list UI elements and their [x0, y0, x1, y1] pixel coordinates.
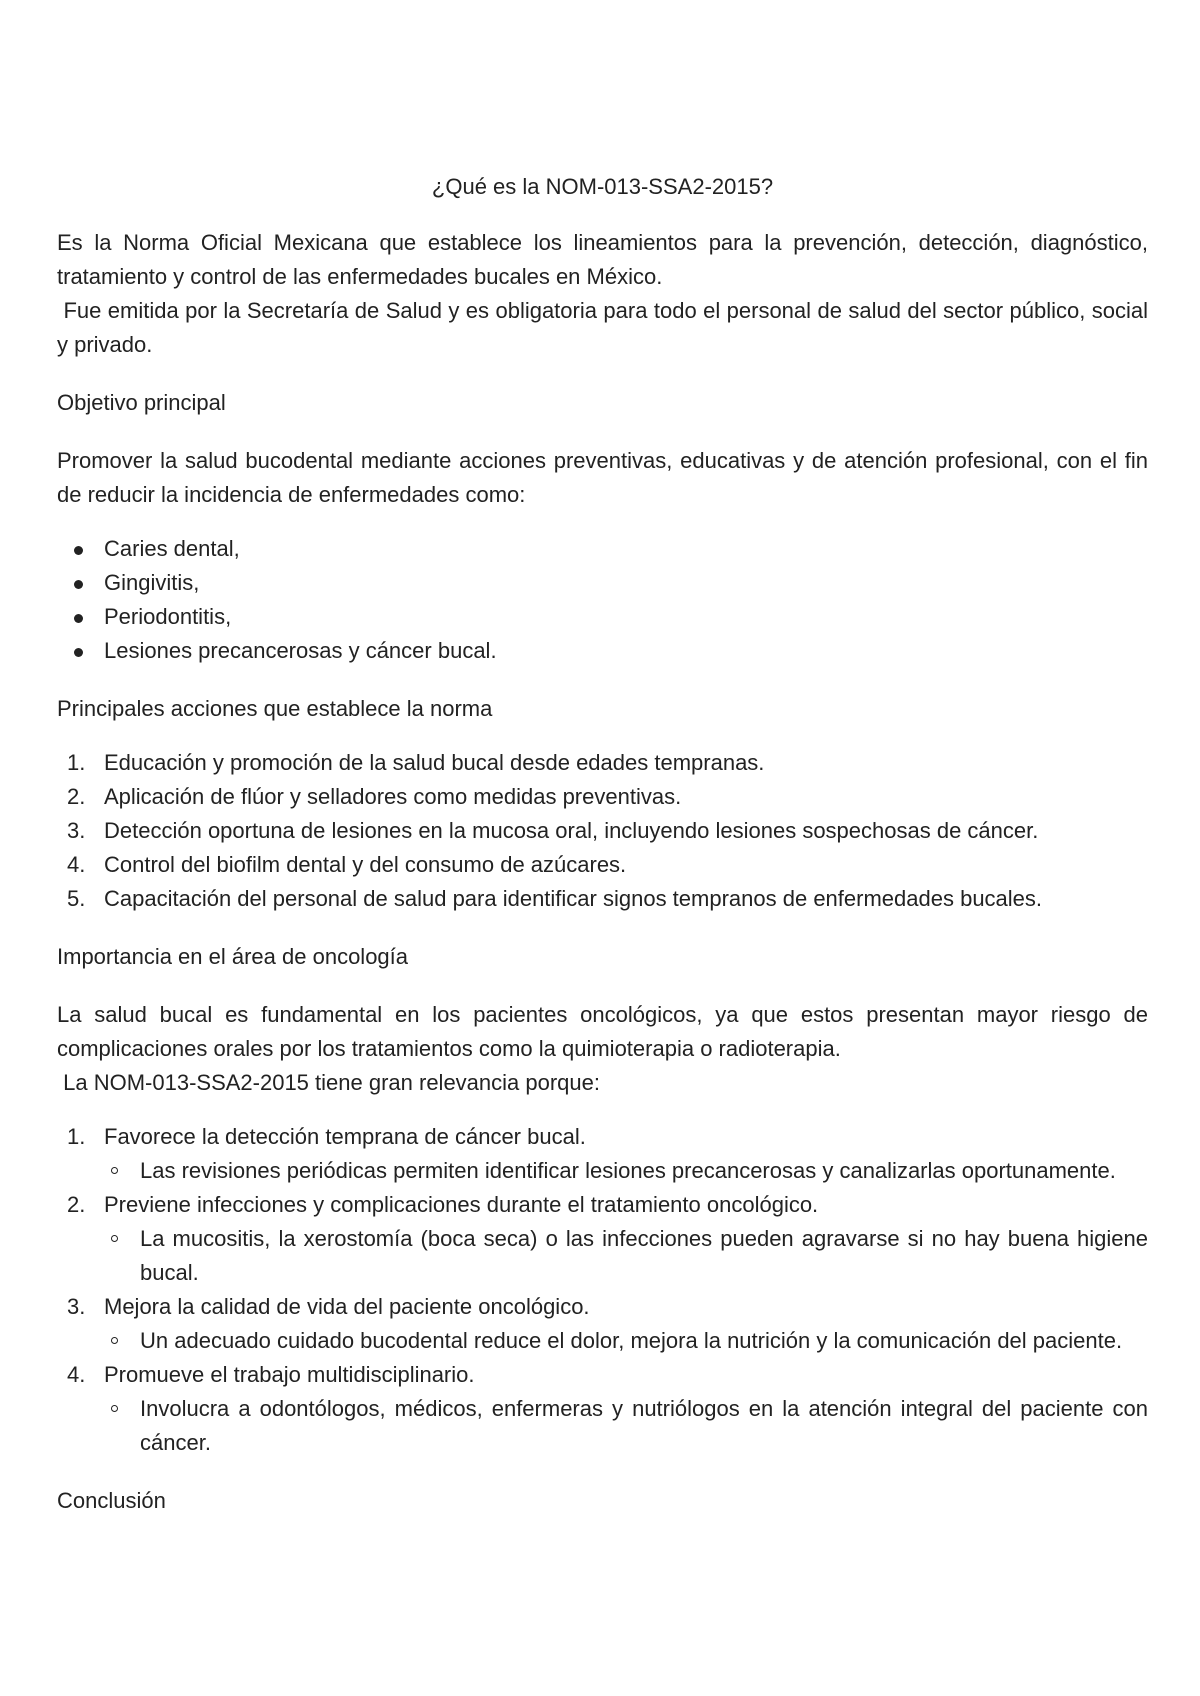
- sub-list: [104, 1392, 1148, 1460]
- sub-list-item-text: Las revisiones periódicas permiten identificar lesiones precancerosas y canalizarlas oportunamente.: [140, 1158, 1116, 1183]
- sub-list-item: [104, 1222, 1148, 1290]
- list-item-text: Detección oportuna de lesiones en la mucosa oral, incluyendo lesiones sospechosas de cáncer.: [104, 818, 1039, 843]
- section-heading-conclusion: Conclusión: [57, 1488, 166, 1513]
- disease-list: [57, 532, 1148, 668]
- list-item-text: Mejora la calidad de vida del paciente oncológico.: [104, 1294, 590, 1319]
- bullet-icon: [74, 648, 83, 657]
- list-number: 2.: [67, 1192, 86, 1217]
- list-item-text: Capacitación del personal de salud para identificar signos tempranos de enfermedades bucales.: [104, 886, 1043, 911]
- bullet-icon: [74, 580, 83, 589]
- sub-list-item: [104, 1392, 1148, 1460]
- list-item-text: Favorece la detección temprana de cáncer bucal.: [104, 1124, 586, 1149]
- circle-bullet-icon: [111, 1405, 118, 1412]
- list-number: 5.: [67, 886, 86, 911]
- list-item-text: Caries dental,: [104, 536, 240, 561]
- list-item: [57, 1358, 1148, 1460]
- list-item-text: Lesiones precancerosas y cáncer bucal.: [104, 638, 497, 663]
- section-heading-oncologia: Importancia en el área de oncología: [57, 944, 409, 969]
- list-number: 4.: [67, 852, 86, 877]
- page-title: ¿Qué es la NOM-013-SSA2-2015?: [431, 174, 774, 199]
- list-item-text: Gingivitis,: [104, 570, 200, 595]
- actions-list: [57, 746, 1148, 916]
- list-item: [57, 882, 1148, 916]
- list-item: [57, 848, 1148, 882]
- list-item-text: Control del biofilm dental y del consumo de azúcares.: [104, 852, 627, 877]
- section-heading-objetivo: Objetivo principal: [57, 390, 226, 415]
- list-number: 1.: [67, 750, 86, 775]
- list-number: 3.: [67, 818, 86, 843]
- sub-list-item-text: La mucositis, la xerostomía (boca seca) o las infecciones pueden agravarse si no hay buena higiene bucal.: [140, 1226, 1148, 1285]
- objetivo-paragraph: Promover la salud bucodental mediante acciones preventivas, educativas y de atención profesional, con el fin de reducir la incidencia de enfermedades como:: [57, 448, 1148, 507]
- section-heading-acciones: Principales acciones que establece la norma: [57, 696, 493, 721]
- list-item: [57, 566, 1148, 600]
- list-item: [57, 634, 1148, 668]
- list-item-text: Promueve el trabajo multidisciplinario.: [104, 1362, 475, 1387]
- list-item: [57, 1290, 1148, 1358]
- list-number: 1.: [67, 1124, 86, 1149]
- intro-paragraph: Es la Norma Oficial Mexicana que establece los lineamientos para la prevención, detección, diagnóstico, tratamiento y control de las enfermedades bucales en México.: [57, 230, 1148, 289]
- sub-list-item-text: Un adecuado cuidado bucodental reduce el dolor, mejora la nutrición y la comunicación del paciente.: [140, 1328, 1123, 1353]
- circle-bullet-icon: [111, 1337, 118, 1344]
- intro-paragraph: Fue emitida por la Secretaría de Salud y es obligatoria para todo el personal de salud del sector público, social y privado.: [57, 298, 1155, 357]
- list-number: 4.: [67, 1362, 86, 1387]
- list-item: [57, 1188, 1148, 1290]
- list-item-text: Previene infecciones y complicaciones durante el tratamiento oncológico.: [104, 1192, 819, 1217]
- sub-list-item: [104, 1324, 1148, 1358]
- list-number: 2.: [67, 784, 86, 809]
- circle-bullet-icon: [111, 1167, 118, 1174]
- sub-list: [104, 1222, 1148, 1290]
- list-number: 3.: [67, 1294, 86, 1319]
- relevance-list: [57, 1120, 1148, 1460]
- list-item: [57, 780, 1148, 814]
- sub-list-item: [104, 1154, 1148, 1188]
- list-item-text: Educación y promoción de la salud bucal desde edades tempranas.: [104, 750, 765, 775]
- list-item: [57, 814, 1148, 848]
- list-item: [57, 600, 1148, 634]
- oncologia-paragraph: La salud bucal es fundamental en los pacientes oncológicos, ya que estos presentan mayor riesgo de complicaciones orales por los tratamientos como la quimioterapia o radioterapia.: [57, 1002, 1148, 1061]
- oncologia-paragraph: La NOM-013-SSA2-2015 tiene gran relevancia porque:: [57, 1070, 600, 1095]
- list-item-text: Aplicación de flúor y selladores como medidas preventivas.: [104, 784, 682, 809]
- circle-bullet-icon: [111, 1235, 118, 1242]
- bullet-icon: [74, 546, 83, 555]
- oncologia-intro: [57, 998, 1148, 1100]
- list-item: [57, 1120, 1148, 1188]
- sub-list: [104, 1324, 1148, 1358]
- list-item-text: Periodontitis,: [104, 604, 232, 629]
- sub-list: [104, 1154, 1148, 1188]
- bullet-icon: [74, 614, 83, 623]
- list-item: [57, 532, 1148, 566]
- list-item: [57, 746, 1148, 780]
- sub-list-item-text: Involucra a odontólogos, médicos, enfermeras y nutriólogos en la atención integral del paciente con cáncer.: [140, 1396, 1148, 1455]
- intro-section: [57, 226, 1155, 362]
